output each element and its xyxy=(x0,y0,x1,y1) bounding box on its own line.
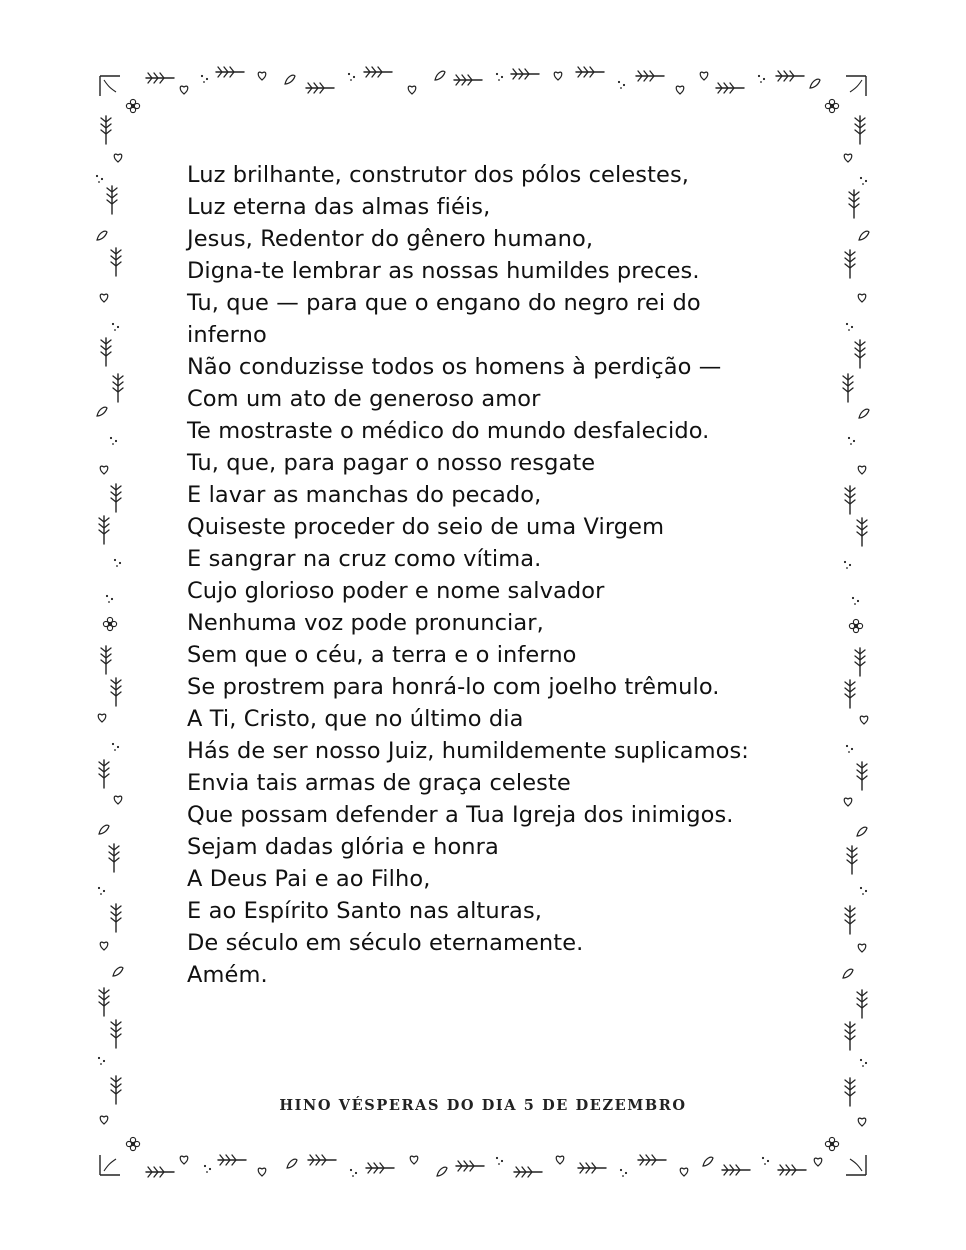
hymn-line: Cujo glorioso poder e nome salvador xyxy=(187,578,605,604)
hymn-line: A Ti, Cristo, que no último dia xyxy=(187,706,524,732)
hymn-line: Luz eterna das almas fiéis, xyxy=(187,194,491,220)
hymn-line: E ao Espírito Santo nas alturas, xyxy=(187,898,543,924)
border-bottom xyxy=(146,1155,822,1177)
corner-top-left xyxy=(100,76,120,96)
hymn-line: Sejam dadas glória e honra xyxy=(187,834,499,860)
border-top xyxy=(146,67,820,94)
hymn-line: A Deus Pai e ao Filho, xyxy=(187,866,431,892)
hymn-text xyxy=(187,159,807,991)
hymn-line: inferno xyxy=(187,322,267,348)
corner-bottom-right xyxy=(846,1155,866,1175)
hymn-line: Nenhuma voz pode pronunciar, xyxy=(187,610,544,636)
border-left xyxy=(96,116,123,1124)
hymn-line: Luz brilhante, construtor dos pólos celestes, xyxy=(187,162,690,188)
corner-bottom-left xyxy=(100,1155,120,1175)
hymn-line: Te mostraste o médico do mundo desfalecido. xyxy=(187,418,710,444)
border-right xyxy=(843,116,869,1126)
hymn-line: De século em século eternamente. xyxy=(187,930,584,956)
corner-top-right xyxy=(846,76,866,96)
hymn-line: Quiseste proceder do seio de uma Virgem xyxy=(187,514,665,540)
hymn-line: Amém. xyxy=(187,962,268,988)
hymn-line: Que possam defender a Tua Igreja dos inimigos. xyxy=(187,802,734,828)
hymn-line: Digna-te lembrar as nossas humildes preces. xyxy=(187,258,700,284)
hymn-line: Sem que o céu, a terra e o inferno xyxy=(187,642,577,668)
hymn-line: Não conduzisse todos os homens à perdição — xyxy=(187,354,722,380)
hymn-line: Se prostrem para honrá-lo com joelho trêmulo. xyxy=(187,674,720,700)
hymn-line: Hás de ser nosso Juiz, humildemente suplicamos: xyxy=(187,738,749,764)
hymn-line: Com um ato de generoso amor xyxy=(187,386,541,412)
hymn-line: Jesus, Redentor do gênero humano, xyxy=(187,226,594,252)
hymn-line: E sangrar na cruz como vítima. xyxy=(187,546,542,572)
hymn-line: Envia tais armas de graça celeste xyxy=(187,770,571,796)
hymn-line: Tu, que — para que o engano do negro rei do xyxy=(187,290,701,316)
hymn-line: Tu, que, para pagar o nosso resgate xyxy=(187,450,596,476)
hymn-caption: HINO VÉSPERAS DO DIA 5 DE DEZEMBRO xyxy=(279,1097,687,1114)
hymn-line: E lavar as manchas do pecado, xyxy=(187,482,542,508)
